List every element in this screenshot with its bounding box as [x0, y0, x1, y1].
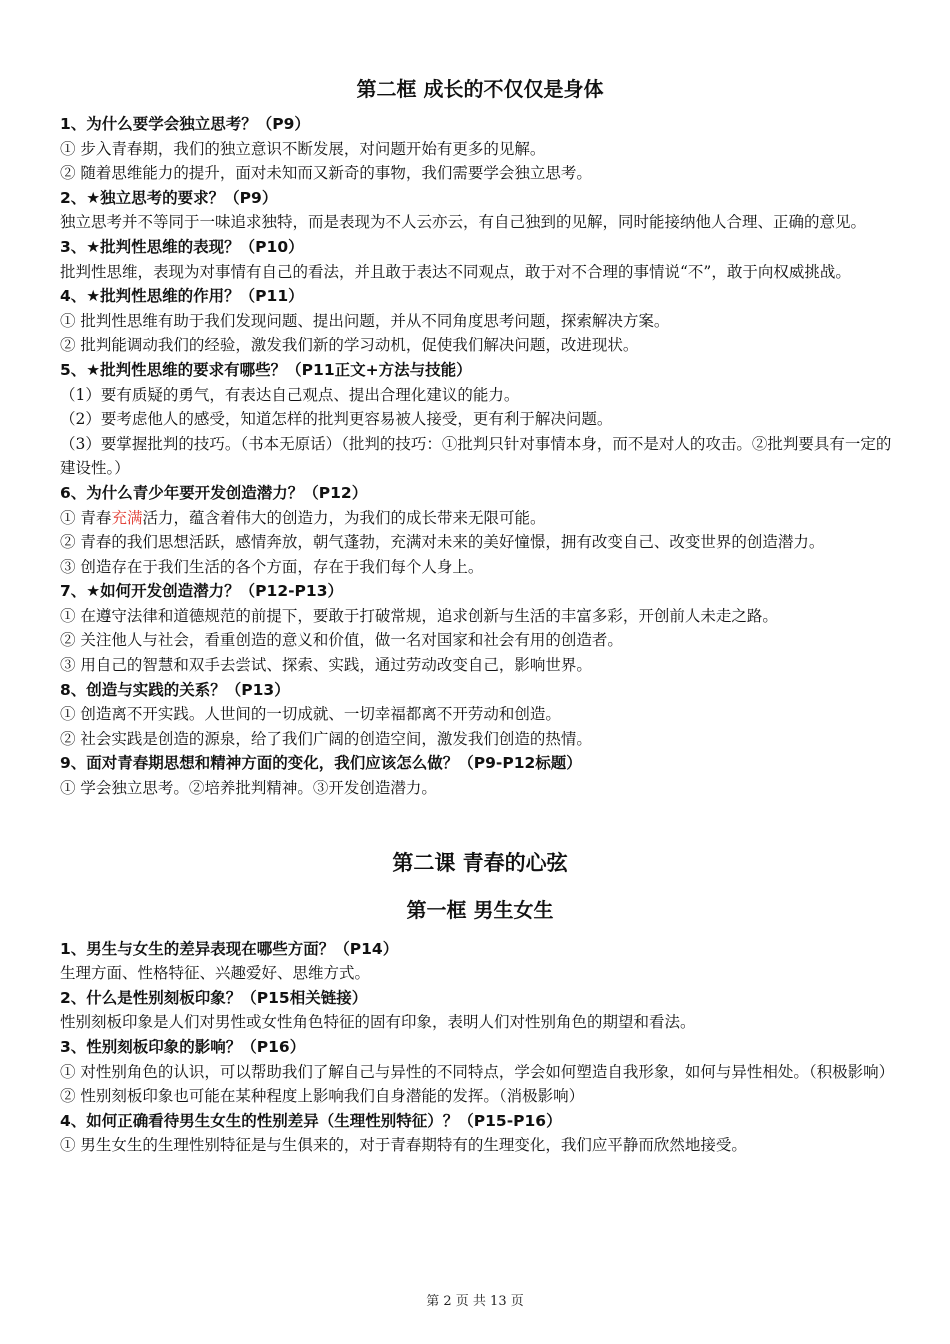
- answer-text: ① 青春: [60, 508, 112, 527]
- question-heading: 3、★批判性思维的表现？（P10）: [60, 237, 304, 256]
- answer-line: ② 随着思维能力的提升，面对未知而又新奇的事物，我们需要学会独立思考。: [60, 164, 592, 183]
- answer-line: ② 青春的我们思想活跃，感情奔放，朝气蓬勃，充满对未来的美好憧憬，拥有改变自己、改变世界的创造潜力。: [60, 533, 825, 552]
- answer-line: ③ 创造存在于我们生活的各个方面，存在于我们每个人身上。: [60, 557, 484, 576]
- answer-line: ② 社会实践是创造的源泉，给了我们广阔的创造空间，激发我们创造的热情。: [60, 729, 592, 748]
- question-heading: 1、为什么要学会独立思考？（P9）: [60, 115, 310, 133]
- question-heading: 2、什么是性别刻板印象？（P15相关链接）: [60, 988, 368, 1007]
- question-heading: 4、★批判性思维的作用？（P11）: [60, 287, 304, 306]
- question-heading: 9、面对青春期思想和精神方面的变化，我们应该怎么做？（P9-P12标题）: [60, 754, 582, 773]
- answer-line: 生理方面、性格特征、兴趣爱好、思维方式。: [60, 964, 371, 983]
- answer-line: 批判性思维，表现为对事情有自己的看法，并且敢于表达不同观点，敢于对不合理的事情说“不”，敢于向权威挑战。: [60, 262, 851, 281]
- answer-line: （3）要掌握批判的技巧。（书本无原话）（批判的技巧：①批判只针对事情本身，而不是对人的攻击。②批判要具有一定的建设性。）: [60, 434, 892, 478]
- section-title-2: 第一框 男生女生: [406, 897, 554, 922]
- page-footer: 第 2 页 共 13 页: [426, 1294, 524, 1309]
- question-heading: 3、性别刻板印象的影响？（P16）: [60, 1038, 306, 1056]
- question-heading: 8、创造与实践的关系？（P13）: [60, 680, 290, 699]
- answer-line: ③ 用自己的智慧和双手去尝试、探索、实践，通过劳动改变自己，影响世界。: [60, 656, 592, 675]
- question-heading: 2、★独立思考的要求？（P9）: [60, 188, 278, 207]
- question-heading: 4、如何正确看待男生女生的性别差异（生理性别特征）？（P15-P16）: [60, 1111, 562, 1130]
- answer-line: ① 对性别角色的认识，可以帮助我们了解自己与异性的不同特点，学会如何塑造自我形象，如何与异性相处。（积极影响）: [60, 1062, 895, 1081]
- answer-line: （1）要有质疑的勇气，有表达自己观点、提出合理化建议的能力。: [60, 385, 520, 404]
- question-heading: 1、男生与女生的差异表现在哪些方面？（P14）: [60, 939, 399, 958]
- question-heading: 5、★批判性思维的要求有哪些？（P11正文+方法与技能）: [60, 360, 472, 379]
- answer-line: ① 男生女生的生理性别特征是与生俱来的，对于青春期特有的生理变化，我们应平静而欣然地接受。: [60, 1136, 747, 1155]
- highlighted-text: 充满: [111, 508, 143, 527]
- answer-line: ① 步入青春期，我们的独立意识不断发展，对问题开始有更多的见解。: [60, 139, 546, 158]
- document-page: [60, 72, 900, 1158]
- section-title: 第二框 成长的不仅仅是身体: [356, 77, 604, 101]
- lesson-title: 第二课 青春的心弦: [392, 850, 568, 875]
- answer-line: ① 批判性思维有助于我们发现问题、提出问题，并从不同角度思考问题，探索解决方案。: [60, 311, 670, 330]
- section-1-content: [60, 112, 900, 801]
- answer-line: ② 性别刻板印象也可能在某种程度上影响我们自身潜能的发挥。（消极影响）: [60, 1087, 585, 1106]
- section-2-content: [60, 937, 900, 1158]
- answer-line: ① 学会独立思考。②培养批判精神。③开发创造潜力。: [60, 779, 437, 798]
- answer-line: （2）要考虑他人的感受，知道怎样的批判更容易被人接受，更有利于解决问题。: [60, 410, 613, 429]
- answer-text: 活力，蕴含着伟大的创造力，为我们的成长带来无限可能。: [142, 508, 546, 527]
- answer-line: ② 关注他人与社会，看重创造的意义和价值，做一名对国家和社会有用的创造者。: [60, 631, 623, 650]
- answer-line: 独立思考并不等同于一味追求独特，而是表现为不人云亦云，有自己独到的见解，同时能接纳他人合理、正确的意见。: [60, 213, 867, 232]
- answer-line: ② 批判能调动我们的经验，激发我们新的学习动机，促使我们解决问题，改进现状。: [60, 336, 639, 355]
- answer-line: [60, 506, 900, 531]
- question-heading: 7、★如何开发创造潜力？（P12-P13）: [60, 582, 343, 601]
- answer-line: 性别刻板印象是人们对男性或女性角色特征的固有印象，表明人们对性别角色的期望和看法。: [60, 1013, 696, 1032]
- answer-line: ① 创造离不开实践。人世间的一切成就、一切幸福都离不开劳动和创造。: [60, 705, 561, 724]
- answer-line: ① 在遵守法律和道德规范的前提下，要敢于打破常规，追求创新与生活的丰富多彩，开创前人未走之路。: [60, 606, 778, 625]
- question-heading: 6、为什么青少年要开发创造潜力？（P12）: [60, 483, 368, 502]
